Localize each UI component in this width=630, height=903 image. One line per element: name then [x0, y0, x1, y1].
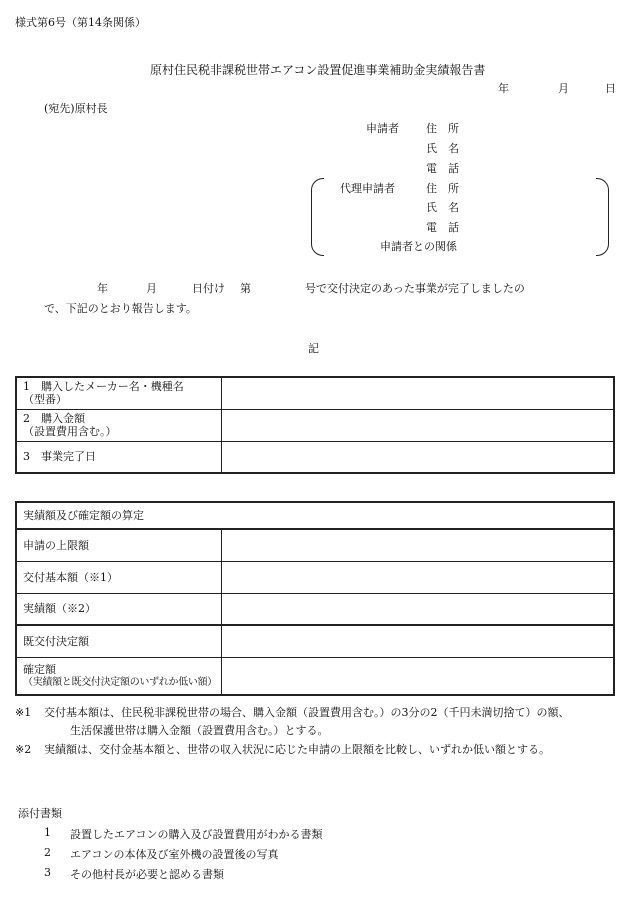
attachment-item-3: その他村長が必要と認める書類 — [70, 868, 224, 881]
completion-date-value[interactable] — [222, 441, 615, 473]
body-line2: で、下記のとおり報告します。 — [44, 302, 197, 315]
actual-amount-label: 実績額（※2） — [16, 593, 222, 625]
row-label: 3 事業完了日 — [23, 450, 96, 464]
row-label: 確定額 — [23, 662, 56, 676]
table-row — [16, 441, 614, 473]
limit-amount-label: 申請の上限額 — [16, 529, 222, 561]
body-month: 月 — [146, 282, 157, 295]
note-1-line1: 交付基本額は、住民税非課税世帯の場合、購入金額（設置費用含む。）の3分の2（千円未満切捨て）の額、 — [44, 706, 570, 719]
purchase-amount-label — [16, 409, 222, 441]
final-amount-value[interactable] — [222, 657, 615, 695]
row-sublabel: （型番） — [23, 393, 67, 407]
limit-amount-value[interactable] — [222, 529, 615, 561]
agent-bracket-left — [311, 178, 324, 256]
body-year: 年 — [97, 282, 108, 295]
attachment-item-1: 設置したエアコンの購入及び設置費用がわかる書類 — [70, 828, 323, 841]
table-row — [16, 409, 614, 441]
table-row — [16, 657, 614, 695]
date-day: 日 — [605, 82, 616, 95]
addressee: (宛先)原村長 — [44, 102, 108, 115]
actual-amount-value[interactable] — [222, 593, 615, 625]
table-row — [16, 529, 614, 561]
decided-amount-label: 既交付決定額 — [16, 625, 222, 657]
attachments-title: 添付書類 — [18, 807, 62, 820]
final-amount-label — [16, 657, 222, 695]
document-title: 原村住民税非課税世帯エアコン設置促進事業補助金実績報告書 — [150, 63, 486, 77]
table-row — [16, 593, 614, 625]
note-1-line2: 生活保護世帯は購入金額（設置費用含む。）とする。 — [70, 724, 329, 737]
date-year: 年 — [498, 82, 509, 95]
calculation-header: 実績額及び確定額の算定 — [16, 502, 614, 529]
table-row — [16, 377, 614, 409]
note-1-mark: ※1 — [15, 706, 32, 719]
agent-name-label: 氏 名 — [426, 201, 459, 214]
completion-date-label — [16, 441, 222, 473]
body-line1: 号で交付決定のあった事業が完了しましたの — [305, 282, 525, 295]
agent-bracket-right — [596, 178, 609, 256]
agent-label: 代理申請者 — [340, 182, 395, 195]
table-row — [16, 625, 614, 657]
calculation-table — [15, 501, 615, 696]
row-sublabel: （設置費用含む。） — [23, 425, 117, 438]
table-row — [16, 561, 614, 593]
agent-relation-label: 申請者との関係 — [380, 240, 457, 253]
base-amount-value[interactable] — [222, 561, 615, 593]
attachment-no-2: 2 — [44, 846, 51, 859]
purchase-maker-value[interactable] — [222, 377, 615, 409]
attachment-no-3: 3 — [44, 866, 51, 879]
body-number-prefix: 第 — [240, 282, 251, 295]
base-amount-label: 交付基本額（※1） — [16, 561, 222, 593]
body-dated: 日付け — [192, 282, 225, 295]
purchase-table — [15, 376, 615, 474]
ki-heading: 記 — [308, 342, 319, 355]
agent-phone-label: 電 話 — [426, 221, 459, 234]
purchase-amount-value[interactable] — [222, 409, 615, 441]
table-row — [16, 502, 614, 529]
agent-address-label: 住 所 — [426, 182, 459, 195]
row-label: 2 購入金額 — [23, 412, 85, 425]
applicant-address-label: 住 所 — [426, 122, 459, 135]
form-number: 様式第6号（第14条関係） — [15, 16, 146, 29]
applicant-phone-label: 電 話 — [426, 162, 459, 175]
purchase-maker-label — [16, 377, 222, 409]
row-sublabel: （実績額と既交付決定額のいずれか低い額） — [23, 676, 217, 688]
note-2-mark: ※2 — [15, 743, 32, 756]
applicant-name-label: 氏 名 — [426, 142, 459, 155]
attachment-no-1: 1 — [44, 826, 51, 839]
decided-amount-value[interactable] — [222, 625, 615, 657]
row-label: 1 購入したメーカー名・機種名 — [23, 380, 184, 394]
attachment-item-2: エアコンの本体及び室外機の設置後の写真 — [70, 848, 279, 861]
note-2-line1: 実績額は、交付金基本額と、世帯の収入状況に応じた申請の上限額を比較し、いずれか低い額とする。 — [44, 743, 550, 756]
applicant-label: 申請者 — [366, 122, 399, 135]
date-month: 月 — [558, 82, 569, 95]
